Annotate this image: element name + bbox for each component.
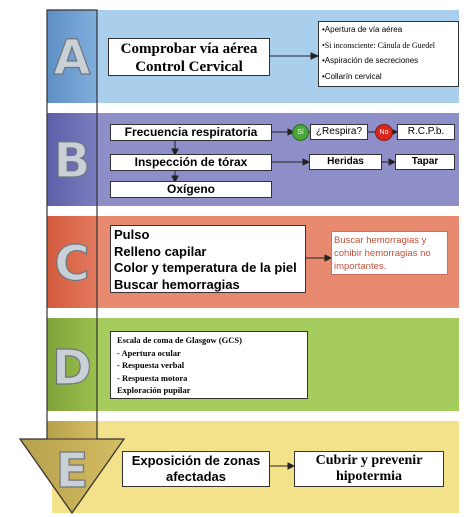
b-oxigeno-box: Oxígeno [110, 181, 272, 198]
a-main-line1: Comprobar vía aérea [120, 41, 258, 57]
c-item: Relleno capilar [114, 243, 207, 259]
d-item: Exploración pupilar [117, 385, 191, 395]
a-item: •Collarín cervical [322, 71, 382, 81]
b-tapar-box: Tapar [395, 154, 455, 170]
d-item: - Apertura ocular [117, 347, 181, 358]
b-si-circle: Sí [292, 124, 309, 141]
b-freq-box: Frecuencia respiratoria [110, 124, 272, 141]
e-cubrir-box: Cubrir y prevenir hipotermia [294, 451, 444, 487]
a-main-line2: Control Cervical [135, 59, 243, 75]
d-main-box [110, 331, 308, 399]
b-no-circle: No [375, 124, 393, 141]
letter-c: C [54, 236, 90, 292]
arrow-segment-e [47, 421, 97, 439]
letter-a: A [53, 30, 91, 86]
e-exposicion-box: Exposición de zonas afectadas [122, 451, 270, 487]
letter-d: D [52, 340, 92, 396]
a-item: •Aspiración de secreciones [322, 56, 419, 65]
a-main-box [108, 38, 270, 76]
letter-b: B [53, 133, 91, 189]
b-rcpb-box: R.C.P.b. [397, 124, 455, 140]
a-items-box [318, 21, 459, 87]
c-main-box [110, 225, 306, 293]
b-inspeccion-box: Inspección de tórax [110, 154, 272, 171]
a-item: •Si inconsciente: Cánula de Guedel [322, 40, 435, 50]
c-item: Color y temperatura de la piel [114, 260, 297, 275]
letter-e: E [55, 443, 89, 499]
d-item: - Respuesta motora [117, 372, 188, 383]
c-item: Buscar hemorragias [114, 276, 240, 292]
b-respira-box: ¿Respira? [310, 124, 368, 140]
c-note-box: Buscar hemorragias y cohibir hemorragias no importantes. [331, 231, 448, 275]
a-item: •Apertura de vía aérea [322, 25, 403, 34]
d-item: Escala de coma de Glasgow (GCS) [117, 335, 242, 345]
b-heridas-box: Heridas [309, 154, 382, 170]
c-item: Pulso [114, 227, 150, 242]
d-item: - Respuesta verbal [117, 360, 185, 370]
